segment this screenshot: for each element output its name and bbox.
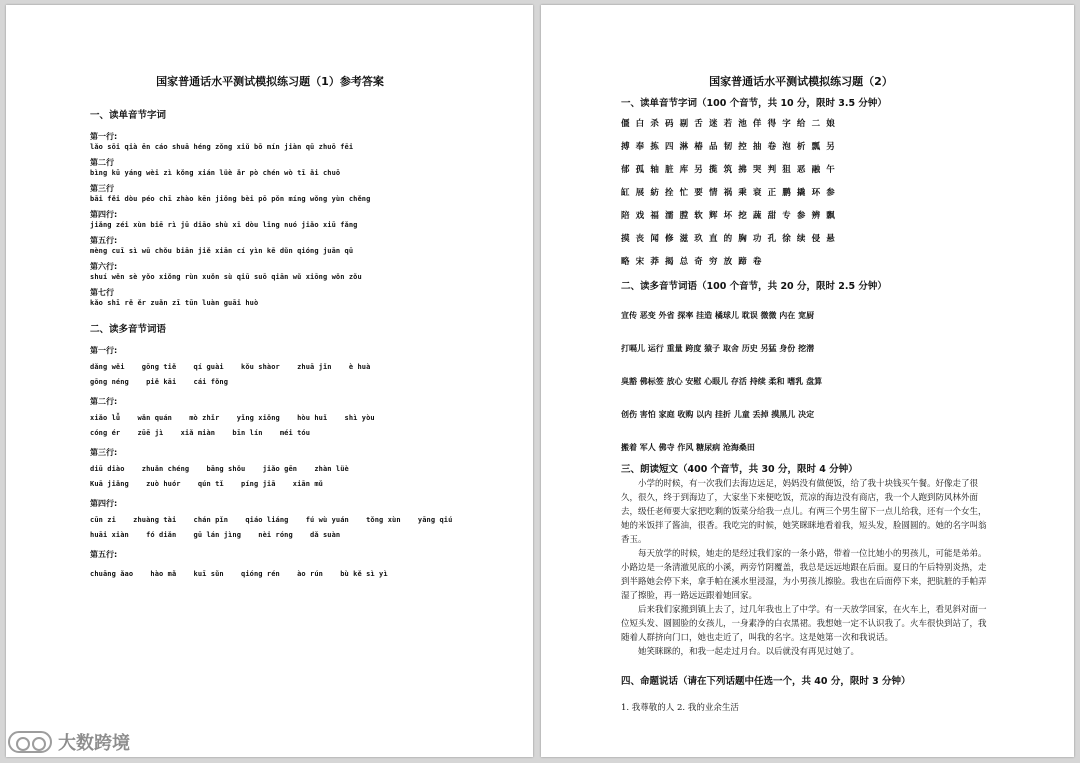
right-page	[541, 5, 1074, 757]
syllable-rows	[90, 131, 533, 307]
pinyin-line: kǎo shī rě ěr zuǎn zī tūn luàn guāi huò	[90, 299, 259, 307]
row-label: 第三行	[90, 184, 114, 193]
word-line: 创伤 害怕 家庭 收购 以内 挂折 儿童 丢掉 摸黑儿 决定	[621, 410, 815, 419]
row-label: 第二行:	[90, 397, 118, 406]
section-heading: 一、读单音节字词	[90, 110, 167, 121]
row-label: 第七行	[90, 288, 114, 297]
pinyin-line: huāi xiàn fó diǎn gū lán jìng nèi róng dǎ suàn	[90, 531, 341, 539]
character-line: 僵 白 杀 码 剔 舌 迷 若 池 佯 得 字 给 二 娘	[621, 119, 837, 129]
reading-passage	[621, 477, 1074, 659]
passage-paragraph: 每天放学的时候，她走的是经过我们家的一条小路，带着一位比她小的男孩儿，可能是弟弟。小路边是一条清澈见底的小溪，两旁竹阴覆盖，我总是远远地跟在后面。夏日的午后特别炎热，走到半路她会停下来，拿手帕在溪水里浸湿，为小男孩儿擦脸。我也在后面停下来，把肮脏的手帕弄湿了擦脸，再一路远远跟着她回家。	[621, 549, 987, 601]
pinyin-line: diū diào zhuǎn chéng bāng shǒu jiǎo gēn zhàn lüè	[90, 465, 349, 473]
pinyin-line: mèng cuī sì wū chǒu biān jiě xiān cí yìn kē dǔn qióng juān qū	[90, 247, 354, 255]
character-line: 摸 丧 闻 修 滋 玖 直 的 胸 功 孔 徐 续 侵 悬	[621, 234, 837, 244]
pinyin-line: bìng kū yáng wèi zì kǒng xián lüè ǎr pò chén wò tī ǎi chuō	[90, 169, 341, 177]
character-line: 陪 戏 福 濡 膛 软 辉 坏 挖 蔬 甜 专 参 辨 飘	[621, 211, 837, 221]
topic-list: 1. 我尊敬的人 2. 我的业余生活	[621, 703, 739, 713]
character-line: 搏 奉 拣 四 淋 椿 品 韧 控 抽 卷 泡 析 瓢 另	[621, 142, 837, 152]
pinyin-line: cūn zi zhuàng tài chán pǐn qiáo liáng fú wù yuán tǒng xùn yāng qiú	[90, 516, 453, 524]
pinyin-line: bāi fěi dòu péo chī zhào kēn jiǒng bèi pō pǒn míng wǒng yùn chěng	[90, 195, 371, 203]
row-label: 第四行:	[90, 210, 118, 219]
section-heading: 三、朗读短文（400 个音节，共 30 分，限时 4 分钟）	[621, 464, 858, 475]
pinyin-line: xiǎo lǚ wǎn quán mò zhǐr yǐng xiǒng hòu huǐ shì yòu	[90, 414, 375, 422]
word-line: 臭豁 佛标签 放心 安慰 心眼儿 存活 持续 柔和 嗜乳 盘算	[621, 377, 823, 386]
section-heading: 一、读单音节字词（100 个音节，共 10 分，限时 3.5 分钟）	[621, 98, 887, 109]
pinyin-line: gōng néng piě kāi cái fǒng	[90, 378, 229, 386]
section-heading: 二、读多音节词语（100 个音节，共 20 分，限时 2.5 分钟）	[621, 281, 887, 292]
row-label: 第一行:	[90, 132, 118, 141]
row-label: 第一行:	[90, 346, 118, 355]
watermark-text: 大数跨境	[58, 733, 130, 754]
word-line: 打嗝儿 运行 重量 跨度 猿子 取舍 历史 另猛 身份 挖潜	[621, 344, 815, 353]
row-label: 第六行:	[90, 262, 118, 271]
row-label: 第五行:	[90, 236, 118, 245]
character-grid	[621, 117, 1074, 267]
pinyin-line: jiǎng zéi xùn biē rì jū diāo shù xī dòu lǐng nuó jiǎo xiū fǎng	[90, 221, 358, 229]
pinyin-line: Kuā jiǎng zuò huór qún tǐ píng jiā xiān mǔ	[90, 480, 323, 488]
word-rows	[90, 345, 533, 578]
pinyin-line: cóng ér zūē jì xiǎ miàn bīn lín méi tóu	[90, 429, 311, 437]
passage-paragraph: 小学的时候，有一次我们去海边远足，妈妈没有做便饭，给了我十块钱买午餐。好像走了很久，很久，终于到海边了，大家坐下来便吃饭，荒凉的海边没有商店，我一个人跑到防风林外面去，级任老师要大家把吃剩的饭菜分给我一点儿。有两三个男生留下一点儿给我，还有一个女生，她的米饭拌了酱油，很香。我吃完的时候，她笑眯眯地看着我，短头发，脸圆圆的。她的名字叫翁香玉。	[621, 479, 987, 545]
page-title: 国家普通话水平测试模拟练习题（2）	[709, 75, 893, 88]
left-page	[6, 5, 533, 757]
row-label: 第四行:	[90, 499, 118, 508]
page-title: 国家普通话水平测试模拟练习题（1）参考答案	[156, 75, 384, 88]
pinyin-line: chuāng ǎao hào mǎ kuī sǔn qióng rén ào rún bù kě sì yì	[90, 570, 388, 578]
character-line: 略 宋 莽 揭 总 奇 穷 放 蹄 卷	[621, 257, 764, 267]
passage-paragraph: 她笑眯眯的，和我一起走过月台。以后就没有再见过她了。	[638, 647, 860, 657]
pinyin-line: lǎo sōi qià ēn cáo shuā héng zǒng xiǔ bō mín jiàn qū zhuō fēi	[90, 143, 354, 151]
row-label: 第五行:	[90, 550, 118, 559]
word-list	[621, 310, 1074, 453]
row-label: 第二行	[90, 158, 114, 167]
character-line: 缸 展 紡 拴 忙 要 情 祸 乘 衰 正 鹏 撬 环 参	[621, 188, 837, 198]
section-heading: 四、命题说话（请在下列话题中任选一个，共 40 分，限时 3 分钟）	[621, 676, 911, 687]
passage-paragraph: 后来我们家搬到镇上去了，过几年我也上了中学。有一天放学回家，在火车上，看见斜对面一位短头发、圆圆脸的女孩儿，一身素净的白衣黑裙。我想她一定不认识我了。火车很快到站了，我随着人群挤向门口，她也走近了，叫我的名字。这是她第一次和我说话。	[621, 605, 987, 643]
watermark-logo-icon	[8, 731, 52, 753]
pinyin-line: dǎng wěi gōng tiě qí guài kǒu shàor zhuā jǐn è huà	[90, 363, 371, 371]
word-line: 宣传 恶变 外省 探率 挂造 橘球儿 耽误 微微 内在 宽厨	[621, 311, 815, 320]
word-line: 搬着 军人 佛寺 作风 糖尿病 沧海桑田	[621, 443, 755, 452]
section-heading: 二、读多音节词语	[90, 324, 167, 335]
watermark	[8, 729, 130, 755]
row-label: 第三行:	[90, 448, 118, 457]
pinyin-line: shuí wěn sè yǒo xiǒng rùn xuǒn sù qiū suō qiān wǔ xiōng wǒn zǒu	[90, 273, 362, 281]
character-line: 郁 孤 轴 脏 库 另 揽 筑 拂 哭 判 狙 恶 融 午	[621, 165, 837, 175]
